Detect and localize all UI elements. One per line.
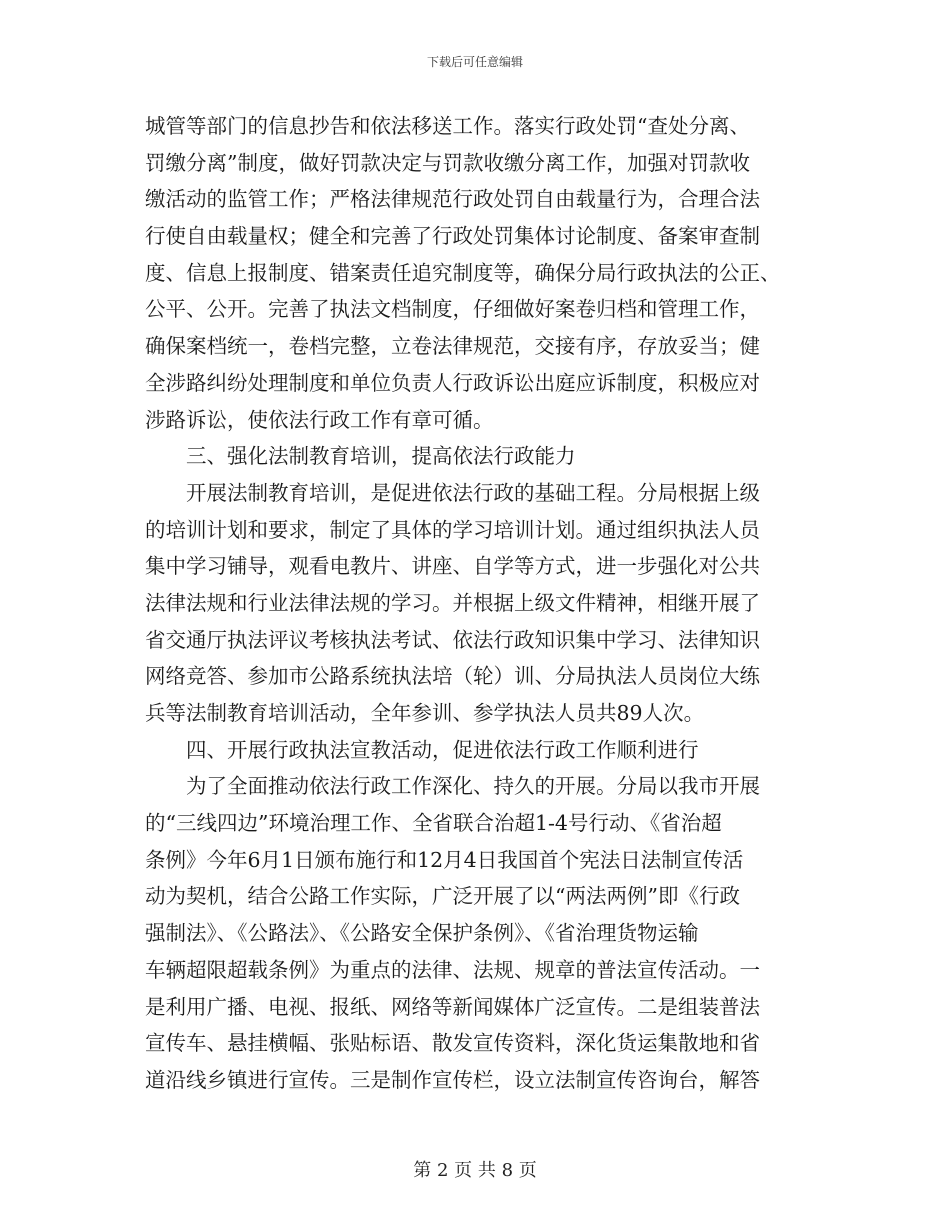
paragraph-line: 公平、公开。完善了执法文档制度，仔细做好案卷归档和管理工作， — [145, 297, 760, 322]
paragraph-line: 开展法制教育培训，是促进依法行政的基础工程。分局根据上级 — [186, 480, 760, 505]
section-heading: 三、强化法制教育培训，提高依法行政能力 — [186, 444, 576, 469]
paragraph-line: 网络竞答、参加市公路系统执法培（轮）训、分局执法人员岗位大练 — [145, 664, 760, 689]
paragraph-line: 兵等法制教育培训活动，全年参训、参学执法人员共89人次。 — [145, 701, 705, 725]
paragraph-line: 全涉路纠纷处理制度和单位负责人行政诉讼出庭应诉制度，积极应对 — [145, 370, 760, 395]
paragraph-line: 车辆超限超载条例》为重点的法律、法规、规章的普法宣传活动。一 — [145, 957, 760, 982]
paragraph-line: 的“三线四边”环境治理工作、全省联合治超1-4号行动、《省治超 — [145, 811, 722, 836]
page-header: 下载后可任意编辑 — [426, 55, 523, 69]
paragraph-line: 动为契机，结合公路工作实际，广泛开展了以“两法两例”即《行政 — [145, 884, 740, 909]
paragraph-line: 涉路诉讼，使依法行政工作有章可循。 — [145, 407, 494, 432]
section-heading: 四、开展行政执法宣教活动，促进依法行政工作顺利进行 — [186, 737, 699, 762]
paragraph-line: 罚缴分离”制度，做好罚款决定与罚款收缴分离工作，加强对罚款收 — [145, 150, 750, 175]
paragraph-line: 条例》今年6月1日颁布施行和12月4日我国首个宪法日法制宣传活 — [145, 847, 744, 872]
paragraph-line: 为了全面推动依法行政工作深化、持久的开展。分局以我市开展 — [186, 774, 760, 799]
paragraph-line: 缴活动的监管工作；严格法律规范行政处罚自由载量行为，合理合法 — [145, 187, 760, 212]
document-body — [145, 108, 809, 1099]
paragraph-line: 道沿线乡镇进行宣传。三是制作宣传栏，设立法制宣传咨询台，解答 — [145, 1067, 760, 1092]
paragraph-line: 宣传车、悬挂横幅、张贴标语、散发宣传资料，深化货运集散地和省 — [145, 1031, 760, 1056]
paragraph-line: 法律法规和行业法律法规的学习。并根据上级文件精神，相继开展了 — [145, 590, 760, 615]
paragraph-line: 强制法》、《公路法》、《公路安全保护条例》、《省治理货物运输 — [145, 921, 699, 946]
paragraph-line: 度、信息上报制度、错案责任追究制度等，确保分局行政执法的公正、 — [145, 260, 781, 285]
paragraph-line: 是利用广播、电视、报纸、网络等新闻媒体广泛宣传。二是组装普法 — [145, 994, 760, 1019]
paragraph-line: 的培训计划和要求，制定了具体的学习培训计划。通过组织执法人员 — [145, 517, 760, 542]
paragraph-line: 省交通厅执法评议考核执法考试、依法行政知识集中学习、法律知识 — [145, 627, 760, 652]
paragraph-line: 集中学习铺导，观看电教片、讲座、自学等方式，进一步强化对公共 — [145, 554, 760, 579]
paragraph-line: 确保案档统一，卷档完整，立卷法律规范，交接有序，存放妥当；健 — [145, 334, 760, 359]
page-number-footer: 第 2 页 共 8 页 — [413, 1160, 537, 1181]
paragraph-line: 行使自由载量权；健全和完善了行政处罚集体讨论制度、备案审查制 — [145, 224, 760, 249]
paragraph-line: 城管等部门的信息抄告和依法移送工作。落实行政处罚“查处分离、 — [145, 114, 750, 138]
